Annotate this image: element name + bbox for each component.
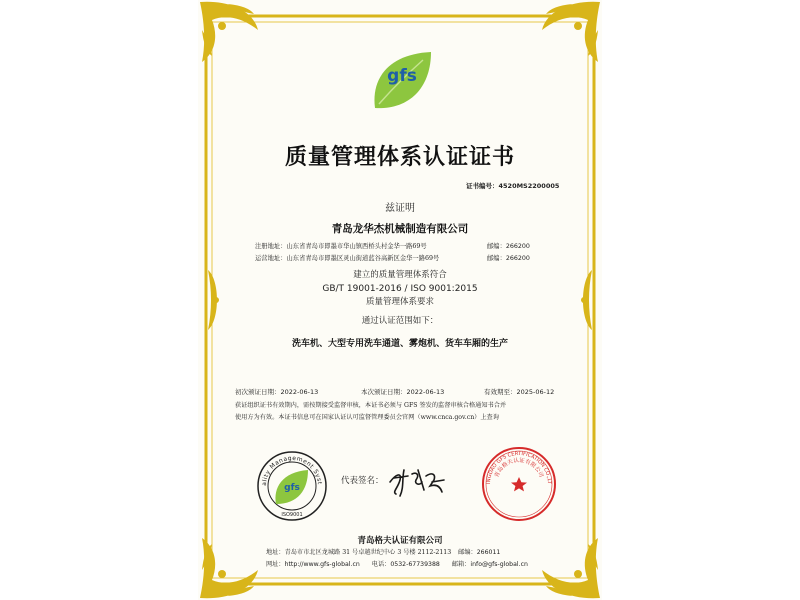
red-seal-star-icon (511, 477, 527, 491)
qms-seal-code: ISO9001 (281, 512, 303, 518)
standard-description: 质量管理体系要求 (365, 297, 434, 307)
website-link[interactable]: http://www.gfs-global.cn (284, 561, 360, 568)
initial-issue-date (235, 389, 318, 396)
expiry-date (484, 389, 554, 396)
gfs-leaf-logo (369, 48, 435, 114)
certificate-title: 质量管理体系认证证书 (284, 144, 515, 170)
phone-value: 0532-67739388 (390, 561, 440, 568)
issue-date-value: 2022-06-13 (406, 388, 445, 396)
certification-scope: 洗车机、大型专用洗车通道、雾炮机、货车车厢的生产 (291, 339, 508, 349)
issuer-contact-line (266, 562, 528, 568)
issue-date-label: 本次颁证日期： (361, 388, 407, 396)
cert-no-label: 证书编号： (466, 182, 499, 190)
certificate-number (466, 183, 559, 190)
operating-postcode (487, 256, 530, 262)
issuer-postcode-value: 266011 (476, 549, 501, 556)
expiry-date-label: 有效期至： (484, 388, 517, 396)
email-label: 邮箱： (451, 561, 471, 568)
registered-postcode (487, 244, 530, 250)
validity-notice-line-1: 获证组织证书有效期内，需按期接受监督审核，本证书必须与 GFS 签发的监督审核合格通知书合并 (235, 402, 507, 409)
issuer-address-value: 青岛市市北区龙城路 31 号卓越世纪中心 3 号楼 2112-2113 (284, 549, 452, 556)
certificate (198, 0, 602, 600)
postcode-value-1: 266200 (505, 243, 530, 250)
initial-date-label: 初次颁证日期： (235, 388, 281, 396)
phone-label: 电话： (371, 561, 391, 568)
registered-address (255, 244, 427, 250)
representative-signature (386, 464, 448, 500)
issuer-address-label: 地址： (266, 549, 285, 556)
operating-address-value: 山东省青岛市即墨区灵山街道蓝谷高新区金华一路69号 (286, 255, 440, 262)
issuer-address-line (266, 550, 500, 556)
corner-ornament-bottom-left (200, 538, 258, 598)
issuer-postcode-label: 邮编： (458, 549, 477, 556)
red-seal-arc-text: INGDAO GFS CERTIFICATION CO.,LT (485, 450, 553, 485)
postcode-value-2: 266200 (505, 255, 530, 262)
qms-seal-logo-text: gfs (284, 483, 300, 493)
hereby-text: 兹证明 (385, 203, 415, 214)
qms-seal (256, 450, 328, 522)
company-red-seal (480, 445, 558, 523)
validity-notice-line-2: 使用方为有效。本证书信息可在国家认证认可监督管理委员会官网（www.cnca.gov.cn）上查询 (235, 414, 499, 421)
operating-address-label: 运营地址： (255, 255, 287, 262)
website-label: 网址： (266, 561, 285, 568)
issuer-name: 青岛格夫认证有限公司 (357, 536, 443, 546)
corner-ornament-top-left (200, 2, 258, 62)
company-name: 青岛龙华杰机械制造有限公司 (331, 223, 469, 235)
initial-date-value: 2022-06-13 (280, 388, 319, 396)
operating-address (255, 256, 439, 262)
corner-ornament-bottom-right (542, 538, 600, 598)
established-text: 建立的质量管理体系符合 (353, 270, 447, 280)
registered-address-value: 山东省青岛市即墨市华山镇西桥头村金华一路69号 (286, 243, 427, 250)
representative-label: 代表签名： (341, 476, 384, 486)
gfs-logo-text: gfs (387, 66, 417, 86)
email-link[interactable]: info@gfs-global.cn (470, 561, 528, 568)
current-issue-date (361, 389, 444, 396)
postcode-label-1: 邮编： (487, 243, 506, 250)
postcode-label-2: 邮编： (487, 255, 506, 262)
red-seal-arc-text-cn: 青岛格夫认证有限公司 (494, 457, 544, 479)
standard-code: GB/T 19001-2016 / ISO 9001:2015 (322, 284, 478, 294)
corner-ornament-top-right (542, 2, 600, 62)
registered-address-label: 注册地址： (255, 243, 287, 250)
qms-seal-arc-text: ality Management Syst (260, 454, 323, 487)
scope-label: 通过认证范围如下： (361, 316, 439, 326)
expiry-date-value: 2025-06-12 (516, 388, 555, 396)
cert-no-value: 4520MS2200005 (498, 182, 560, 190)
